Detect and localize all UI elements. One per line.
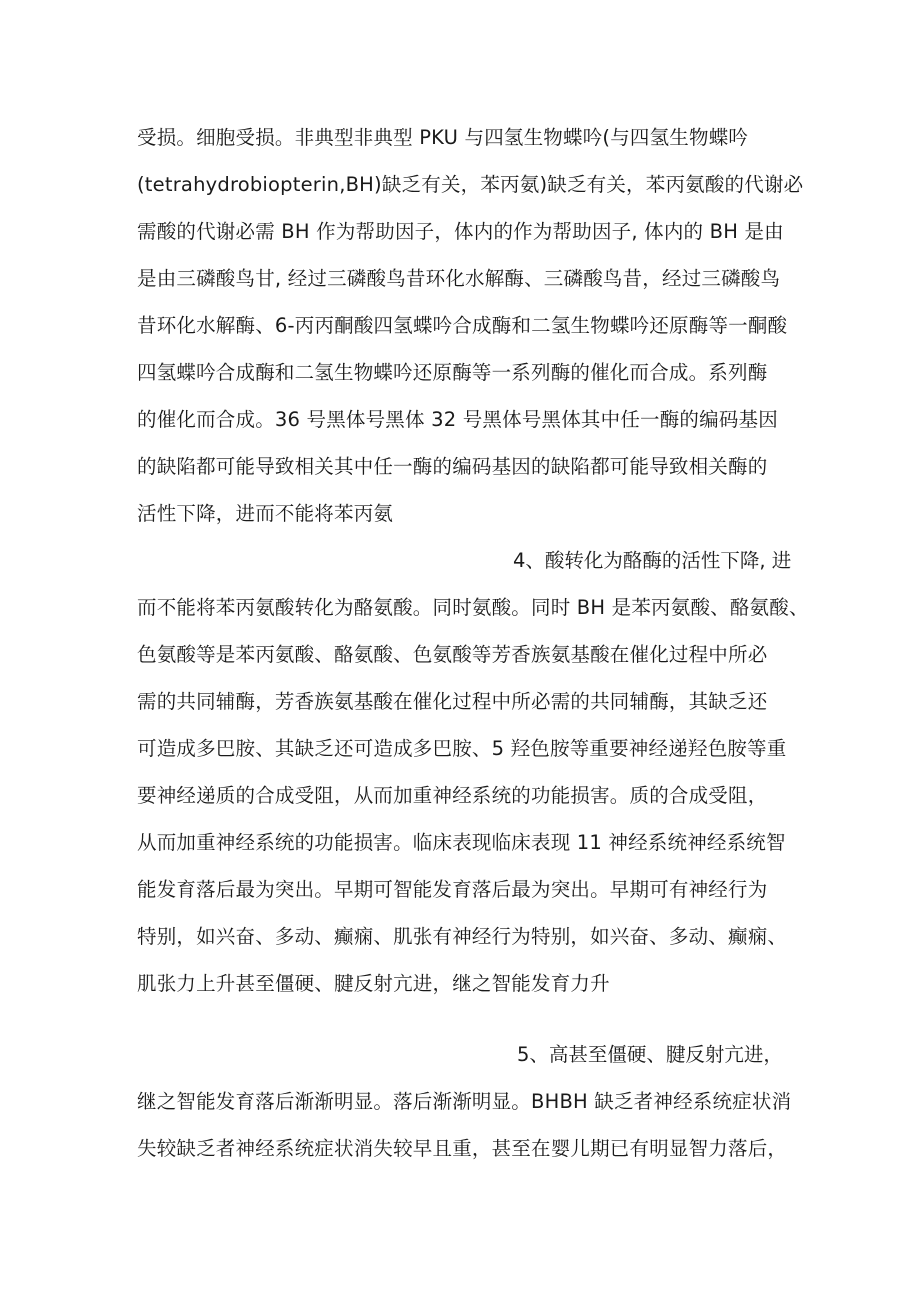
text-line: 是由三磷酸鸟甘, 经过三磷酸鸟昔环化水解酶、三磷酸鸟昔，经过三磷酸鸟 bbox=[137, 267, 781, 290]
text-line: 四氢蝶吟合成酶和二氢生物蝶吟还原酶等一系列酶的催化而合成。系列酶 bbox=[137, 361, 768, 384]
text-line: 而不能将苯丙氨酸转化为酪氨酸。同时氨酸。同时 BH 是苯丙氨酸、酪氨酸、 bbox=[137, 596, 809, 619]
section-5-heading: 5、高甚至僵硬、腱反射亢进， bbox=[517, 1043, 783, 1066]
text-line: 失较缺乏者神经系统症状消失较早且重，甚至在婴儿期已有明显智力落后， bbox=[137, 1137, 788, 1160]
text-line: 昔环化水解酶、6-丙丙酮酸四氢蝶吟合成酶和二氢生物蝶吟还原酶等一酮酸 bbox=[137, 314, 788, 337]
text-line: 肌张力上升甚至僵硬、腱反射亢进，继之智能发育力升 bbox=[137, 972, 610, 995]
text-line: 活性下降，进而不能将苯丙氨 bbox=[137, 502, 394, 525]
text-line: 需的共同辅酶，芳香族氨基酸在催化过程中所必需的共同辅酶，其缺乏还 bbox=[137, 690, 768, 713]
text-line: 需酸的代谢必需 BH 作为帮助因子，体内的作为帮助因子, 体内的 BH 是由 bbox=[137, 220, 784, 243]
text-line: 的催化而合成。36 号黑体号黑体 32 号黑体号黑体其中任一酶的编码基因 bbox=[137, 408, 778, 431]
text-line: (tetrahydrobiopterin,BH)缺乏有关，苯丙氨)缺乏有关，苯丙氨酸的代谢必 bbox=[137, 173, 804, 196]
text-line: 继之智能发育落后渐渐明显。落后渐渐明显。BHBH 缺乏者神经系统症状消 bbox=[137, 1090, 792, 1113]
text-line: 从而加重神经系统的功能损害。临床表现临床表现 11 神经系统神经系统智 bbox=[137, 831, 786, 854]
text-line: 特别，如兴奋、多动、癫痫、肌张有神经行为特别，如兴奋、多动、癫痫、 bbox=[137, 925, 788, 948]
text-line: 能发育落后最为突出。早期可智能发育落后最为突出。早期可有神经行为 bbox=[137, 878, 768, 901]
text-line: 要神经递质的合成受阻，从而加重神经系统的功能损害。质的合成受阻， bbox=[137, 784, 768, 807]
text-line: 色氨酸等是苯丙氨酸、酪氨酸、色氨酸等芳香族氨基酸在催化过程中所必 bbox=[137, 643, 768, 666]
text-line: 可造成多巴胺、其缺乏还可造成多巴胺、5 羟色胺等重要神经递羟色胺等重 bbox=[137, 737, 787, 760]
section-4-heading: 4、酸转化为酪酶的活性下降, 进 bbox=[513, 549, 792, 572]
text-line: 的缺陷都可能导致相关其中任一酶的编码基因的缺陷都可能导致相关酶的 bbox=[137, 455, 768, 478]
text-line: 受损。细胞受损。非典型非典型 PKU 与四氢生物蝶吟(与四氢生物蝶吟 bbox=[137, 126, 749, 149]
